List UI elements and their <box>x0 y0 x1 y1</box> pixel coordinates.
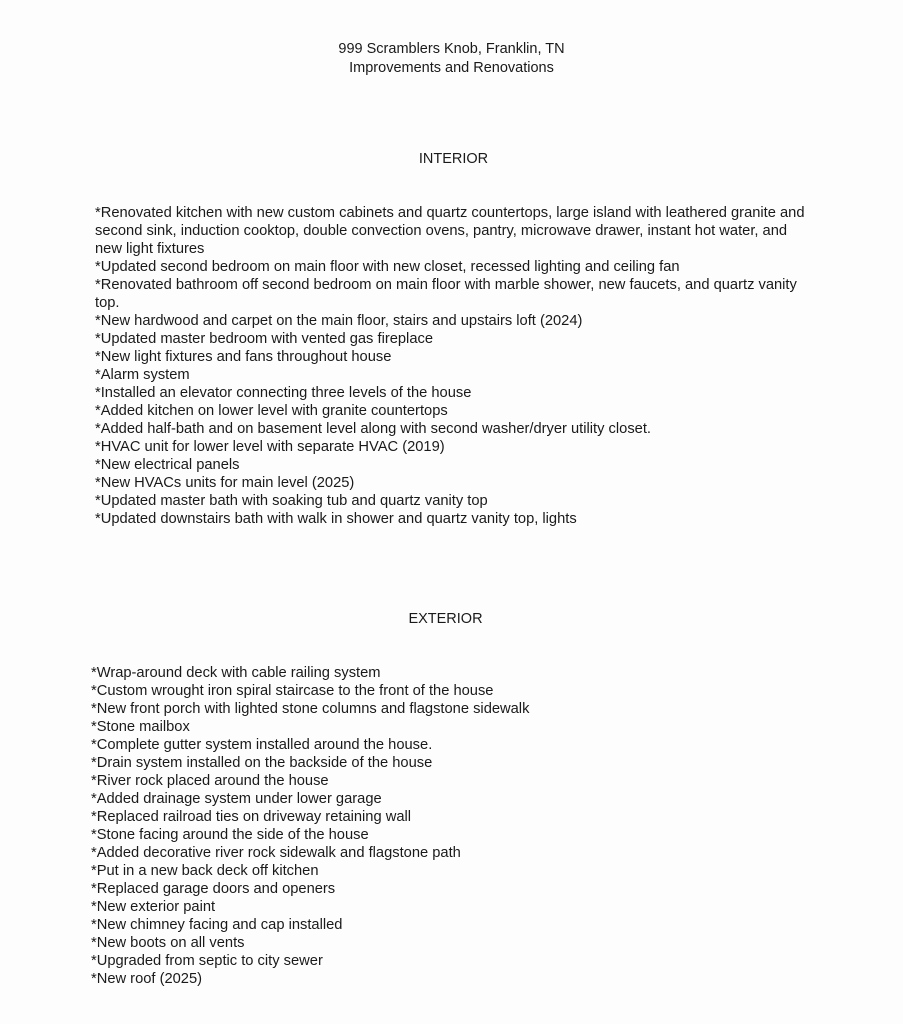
list-item: *New hardwood and carpet on the main floor, stairs and upstairs loft (2024) <box>95 313 583 329</box>
interior-list <box>95 204 815 528</box>
list-item: *River rock placed around the house <box>91 773 329 789</box>
list-item: *Added half-bath and on basement level along with second washer/dryer utility closet. <box>95 421 652 437</box>
list-item: *Updated second bedroom on main floor with new closet, recessed lighting and ceiling fan <box>95 259 680 275</box>
list-item: *Added kitchen on lower level with granite countertops <box>95 403 448 419</box>
interior-heading: INTERIOR <box>418 151 489 167</box>
list-item: *New exterior paint <box>91 899 216 915</box>
list-item: *Drain system installed on the backside of the house <box>91 755 433 771</box>
list-item: *Renovated kitchen with new custom cabinets and quartz countertops, large island with leathered granite and second sink, induction cooktop, double convection ovens, pantry, microwave drawer, instant hot water, and new light fixtures <box>95 205 805 257</box>
list-item: *Replaced railroad ties on driveway retaining wall <box>91 809 412 825</box>
property-address: 999 Scramblers Knob, Franklin, TN <box>338 41 565 57</box>
list-item: *Added drainage system under lower garage <box>91 791 382 807</box>
list-item: *Stone mailbox <box>91 719 190 735</box>
list-item: *Custom wrought iron spiral staircase to the front of the house <box>91 683 494 699</box>
list-item: *Complete gutter system installed around the house. <box>91 737 433 753</box>
list-item: *New front porch with lighted stone columns and flagstone sidewalk <box>91 701 530 717</box>
list-item: *Alarm system <box>95 367 190 383</box>
list-item: *New roof (2025) <box>91 971 203 987</box>
list-item: *Installed an elevator connecting three levels of the house <box>95 385 472 401</box>
list-item: *HVAC unit for lower level with separate HVAC (2019) <box>95 439 445 455</box>
list-item: *New chimney facing and cap installed <box>91 917 343 933</box>
list-item: *Added decorative river rock sidewalk and flagstone path <box>91 845 461 861</box>
document-header <box>0 40 903 78</box>
list-item: *Updated downstairs bath with walk in shower and quartz vanity top, lights <box>95 511 577 527</box>
list-item: *New electrical panels <box>95 457 240 473</box>
exterior-list <box>91 664 811 988</box>
list-item: *Renovated bathroom off second bedroom on main floor with marble shower, new faucets, and quartz vanity top. <box>95 277 797 311</box>
list-item: *New boots on all vents <box>91 935 245 951</box>
list-item: *Put in a new back deck off kitchen <box>91 863 319 879</box>
document-subtitle: Improvements and Renovations <box>349 60 554 76</box>
exterior-heading: EXTERIOR <box>408 611 483 627</box>
list-item: *Stone facing around the side of the house <box>91 827 369 843</box>
list-item: *New HVACs units for main level (2025) <box>95 475 355 491</box>
list-item: *Replaced garage doors and openers <box>91 881 336 897</box>
list-item: *New light fixtures and fans throughout house <box>95 349 392 365</box>
list-item: *Wrap-around deck with cable railing system <box>91 665 381 681</box>
list-item: *Updated master bath with soaking tub and quartz vanity top <box>95 493 488 509</box>
list-item: *Updated master bedroom with vented gas fireplace <box>95 331 433 347</box>
list-item: *Upgraded from septic to city sewer <box>91 953 323 969</box>
